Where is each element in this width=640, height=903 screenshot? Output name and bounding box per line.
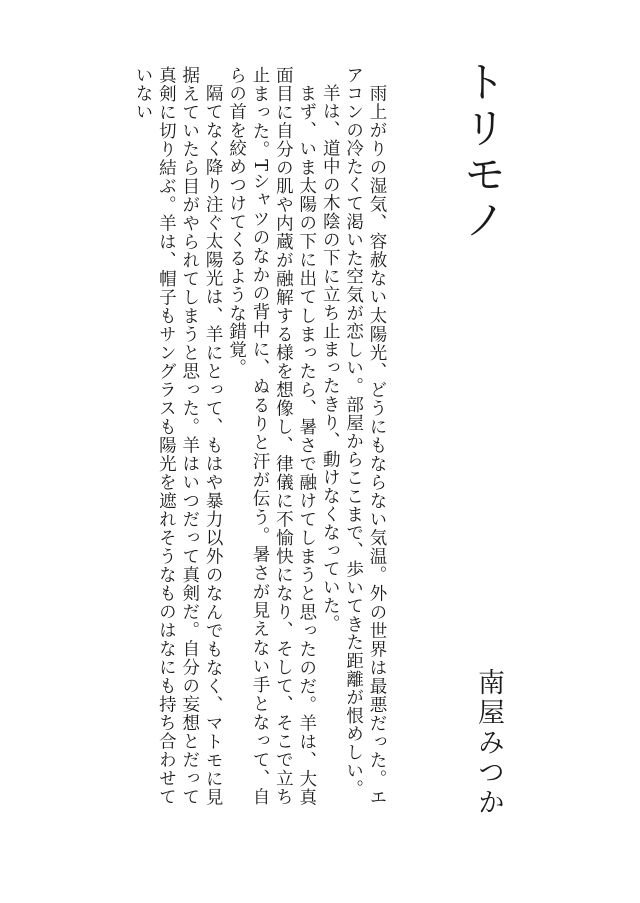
story-title: トリモノ xyxy=(458,60,507,244)
paragraph: 羊は、道中の木陰の下に立ち止まったきり、動けなくなっていた。 xyxy=(320,83,341,633)
story-body xyxy=(132,66,388,806)
paragraph: 雨上がりの湿気、容赦ない太陽光、どうにもならない気温。外の世界は最悪だった。エアコンの冷たくて渇いた空気が恋しい。部屋からここまで、歩いてきた距離が恨めしい。 xyxy=(343,66,387,806)
paragraph: まず、いま太陽の下に出てしまったら、暑さで融けてしまうと思ったのだ。羊は、大真面目に自分の肌や内蔵が融解する様を想像し、律儀に不愉快になり、そして、そこで立ち止まった。Tシャツのなかの背中に、ぬるりと汗が伝う。暑さが見えない手となって、自らの首を絞めつけてくるような錯覚。 xyxy=(226,66,317,806)
paragraph: 隔てなく降り注ぐ太陽光は、羊にとって、もはや暴力以外のなんでもなく、マトモに見据えていたら目がやられてしまうと思った。羊はいつだって真剣だ。自分の妄想とだって真剣に切り結ぶ。羊は、帽子もサングラスも陽光を遮れそうなものはなにも持ち合わせていない xyxy=(132,66,224,806)
author-name: 南屋みつか xyxy=(473,668,504,818)
